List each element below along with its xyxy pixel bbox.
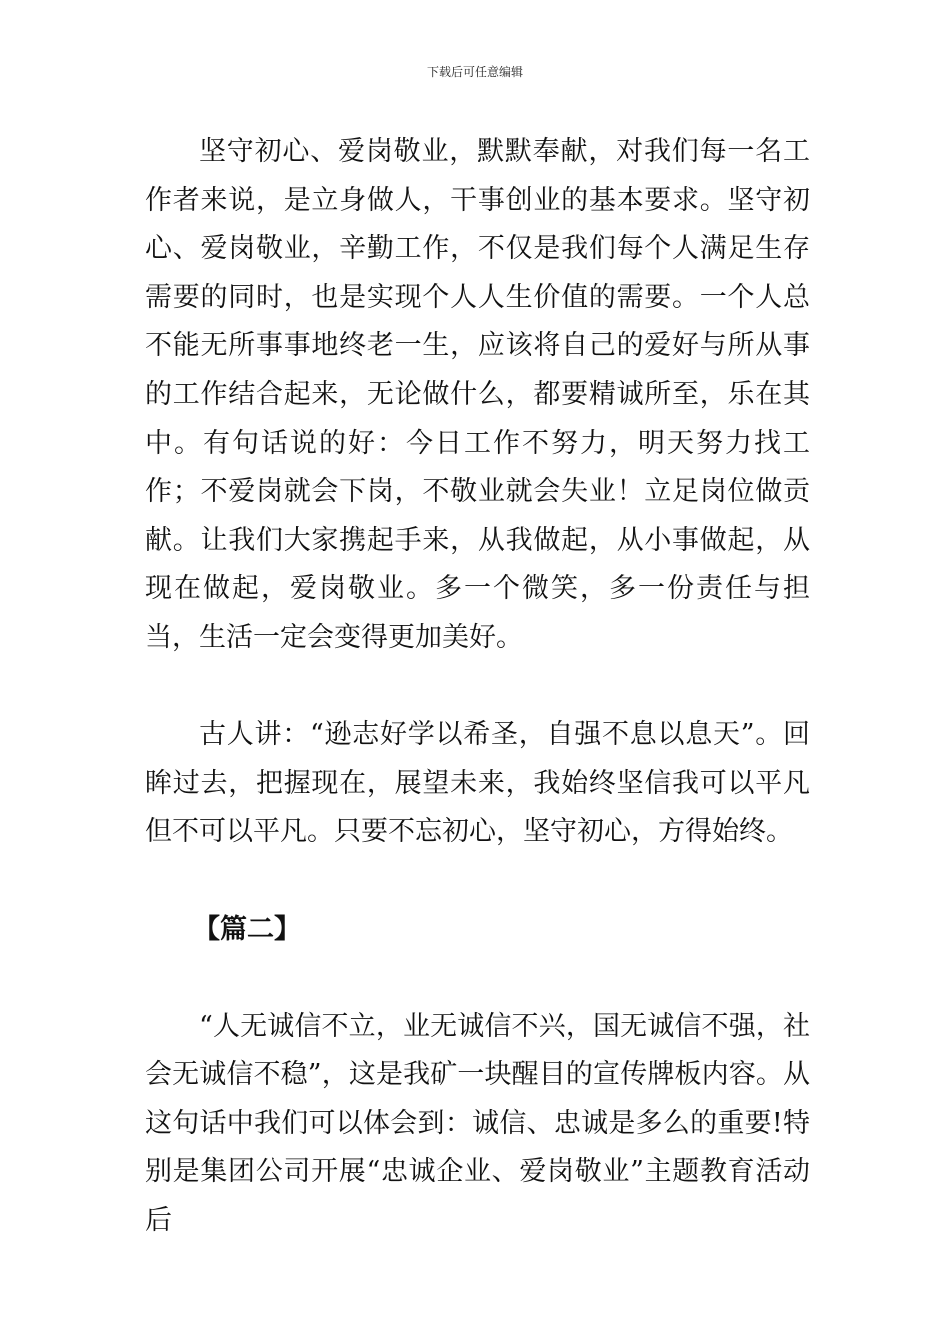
paragraph-2: 古人讲：“逊志好学以希圣，自强不息以息天”。回眸过去，把握现在，展望未来，我始终坚信我可以平凡但不可以平凡。只要不忘初心，坚守初心，方得始终。 <box>145 719 810 848</box>
paragraph-3: “人无诚信不立，业无诚信不兴，国无诚信不强，社会无诚信不稳”，这是我矿一块醒目的宣传牌板内容。从这句话中我们可以体会到：诚信、忠诚是多么的重要!特别是集团公司开展“忠诚企业、爱岗敬业”主题教育活动后 <box>145 1010 810 1237</box>
paragraph-1: 坚守初心、爱岗敬业，默默奉献，对我们每一名工作者来说，是立身做人，干事创业的基本要求。坚守初心、爱岗敬业，辛勤工作，不仅是我们每个人满足生存需要的同时，也是实现个人人生价值的需要。一个人总不能无所事事地终老一生，应该将自己的爱好与所从事的工作结合起来，无论做什么，都要精诚所至，乐在其中。有句话说的好：今日工作不努力，明天努力找工作；不爱岗就会下岗，不敬业就会失业！立足岗位做贡献。让我们大家携起手来，从我做起，从小事做起，从现在做起，爱岗敬业。多一个微笑，多一份责任与担当，生活一定会变得更加美好。 <box>145 136 810 653</box>
page-header: 下载后可任意编辑 <box>426 65 523 79</box>
paragraph-gap <box>145 857 810 906</box>
section-heading: 【篇二】 <box>193 913 301 945</box>
paragraph-gap <box>145 663 810 712</box>
paragraph-gap <box>145 954 810 1003</box>
document-body <box>145 128 810 1246</box>
